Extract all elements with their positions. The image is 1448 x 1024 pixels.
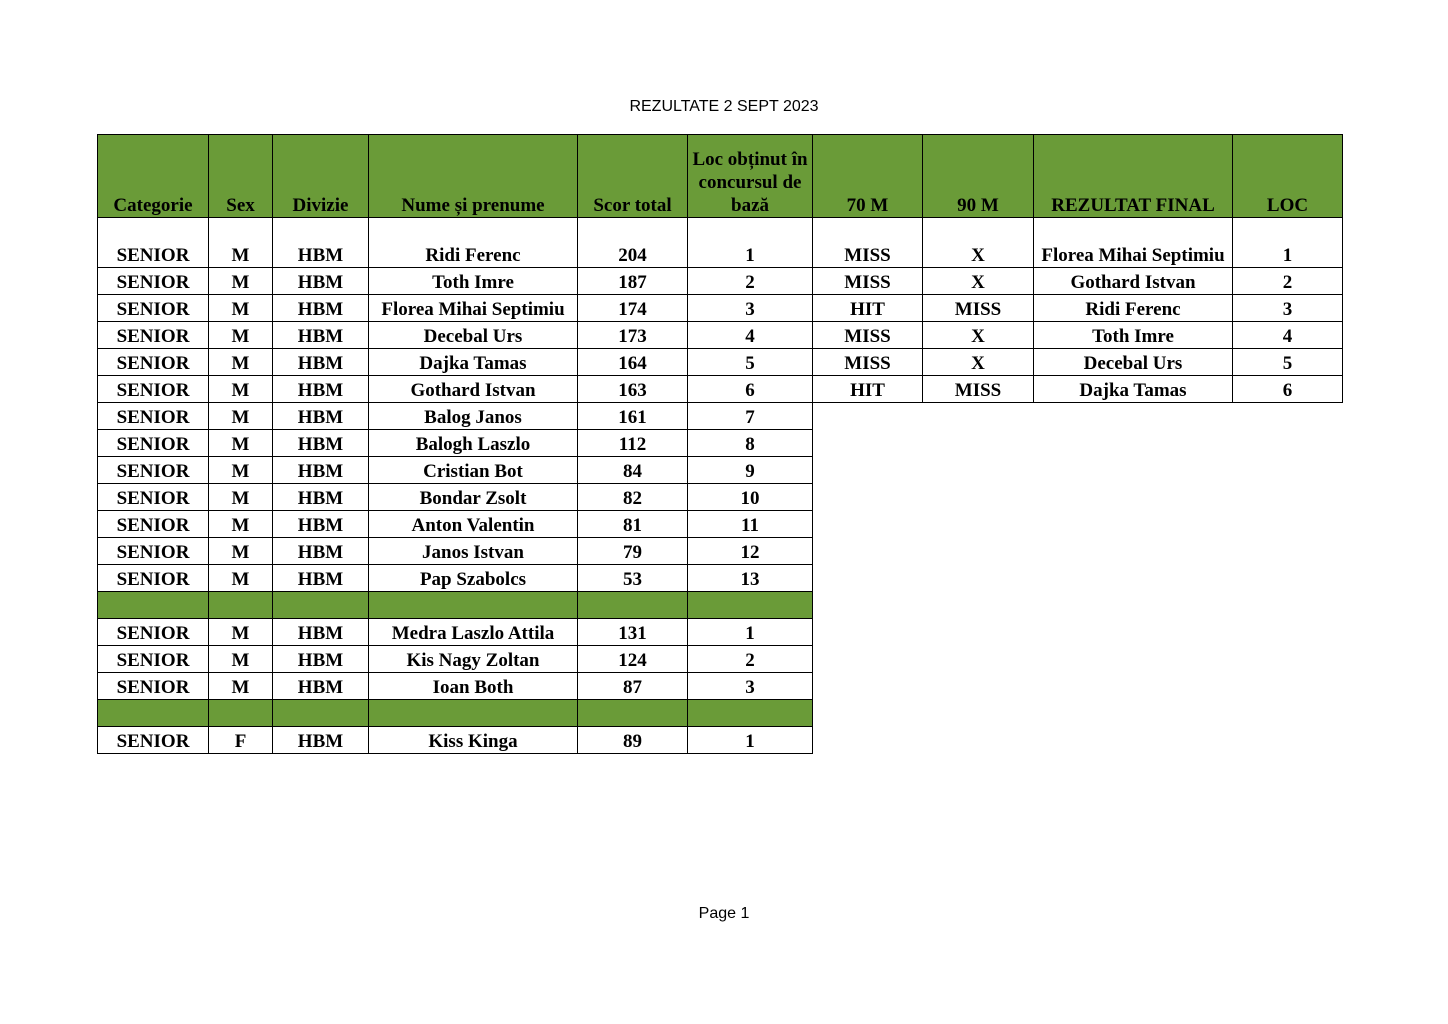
cell-sex: M: [209, 268, 273, 295]
cell-categorie: SENIOR: [98, 268, 209, 295]
table-row: [98, 511, 813, 538]
cell-divizie: HBM: [273, 484, 369, 511]
cell-scor: 164: [578, 349, 688, 376]
cell-loc: 7: [688, 403, 813, 430]
results-header-row: [98, 135, 813, 218]
cell-categorie: SENIOR: [98, 430, 209, 457]
cell-sex: M: [209, 484, 273, 511]
final-header-row: [813, 135, 1343, 218]
cell-divizie: HBM: [273, 673, 369, 700]
cell-90m: X: [923, 218, 1034, 268]
header-sex: Sex: [209, 135, 273, 218]
cell-rezultat-final: Toth Imre: [1034, 322, 1233, 349]
cell-90m: MISS: [923, 376, 1034, 403]
cell-loc: 6: [1233, 376, 1343, 403]
cell-nume: Ioan Both: [369, 673, 578, 700]
table-row: [98, 565, 813, 592]
cell-loc: 1: [688, 218, 813, 268]
separator-row: [98, 592, 813, 619]
header-rezultat-final: REZULTAT FINAL: [1034, 135, 1233, 218]
cell-70m: MISS: [813, 268, 923, 295]
cell-sex: F: [209, 727, 273, 754]
cell-divizie: HBM: [273, 403, 369, 430]
cell-loc: 9: [688, 457, 813, 484]
cell-sex: M: [209, 376, 273, 403]
cell-nume: Ridi Ferenc: [369, 218, 578, 268]
cell-nume: Kiss Kinga: [369, 727, 578, 754]
cell-nume: Medra Laszlo Attila: [369, 619, 578, 646]
cell-categorie: SENIOR: [98, 218, 209, 268]
cell-scor: 112: [578, 430, 688, 457]
cell-categorie: SENIOR: [98, 295, 209, 322]
header-loc-obtinut: Loc obținut în concursul de bază: [688, 135, 813, 218]
cell-scor: 204: [578, 218, 688, 268]
cell-loc: 1: [1233, 218, 1343, 268]
cell-sex: M: [209, 430, 273, 457]
cell-scor: 163: [578, 376, 688, 403]
cell-divizie: HBM: [273, 538, 369, 565]
cell-divizie: HBM: [273, 376, 369, 403]
cell-90m: X: [923, 349, 1034, 376]
cell-loc: 8: [688, 430, 813, 457]
cell-loc: 10: [688, 484, 813, 511]
cell-sex: M: [209, 322, 273, 349]
cell-70m: MISS: [813, 349, 923, 376]
cell-nume: Balog Janos: [369, 403, 578, 430]
cell-loc: 12: [688, 538, 813, 565]
cell-sex: M: [209, 218, 273, 268]
cell-nume: Florea Mihai Septimiu: [369, 295, 578, 322]
cell-divizie: HBM: [273, 322, 369, 349]
cell-categorie: SENIOR: [98, 349, 209, 376]
cell-scor: 131: [578, 619, 688, 646]
cell-90m: X: [923, 268, 1034, 295]
table-row: [98, 619, 813, 646]
cell-categorie: SENIOR: [98, 646, 209, 673]
table-row: [98, 349, 813, 376]
cell-categorie: SENIOR: [98, 673, 209, 700]
cell-loc: 1: [688, 727, 813, 754]
cell-categorie: SENIOR: [98, 538, 209, 565]
cell-nume: Pap Szabolcs: [369, 565, 578, 592]
header-scor-total: Scor total: [578, 135, 688, 218]
cell-rezultat-final: Dajka Tamas: [1034, 376, 1233, 403]
table-row: [813, 376, 1343, 403]
cell-rezultat-final: Decebal Urs: [1034, 349, 1233, 376]
header-90m: 90 M: [923, 135, 1034, 218]
cell-divizie: HBM: [273, 565, 369, 592]
cell-loc: 13: [688, 565, 813, 592]
cell-sex: M: [209, 673, 273, 700]
table-row: [98, 322, 813, 349]
cell-scor: 173: [578, 322, 688, 349]
cell-categorie: SENIOR: [98, 565, 209, 592]
cell-70m: MISS: [813, 322, 923, 349]
cell-70m: HIT: [813, 376, 923, 403]
cell-scor: 187: [578, 268, 688, 295]
cell-categorie: SENIOR: [98, 484, 209, 511]
cell-loc: 6: [688, 376, 813, 403]
cell-categorie: SENIOR: [98, 457, 209, 484]
cell-categorie: SENIOR: [98, 511, 209, 538]
cell-sex: M: [209, 403, 273, 430]
table-row: [98, 376, 813, 403]
cell-loc: 5: [1233, 349, 1343, 376]
cell-scor: 174: [578, 295, 688, 322]
table-row: [813, 268, 1343, 295]
cell-scor: 82: [578, 484, 688, 511]
cell-sex: M: [209, 295, 273, 322]
cell-loc: 3: [688, 673, 813, 700]
cell-divizie: HBM: [273, 268, 369, 295]
cell-nume: Bondar Zsolt: [369, 484, 578, 511]
results-table: [97, 134, 813, 754]
cell-loc: 5: [688, 349, 813, 376]
table-row: [98, 538, 813, 565]
header-categorie: Categorie: [98, 135, 209, 218]
table-row: [813, 349, 1343, 376]
cell-loc: 1: [688, 619, 813, 646]
cell-nume: Kis Nagy Zoltan: [369, 646, 578, 673]
cell-loc: 2: [688, 268, 813, 295]
cell-categorie: SENIOR: [98, 727, 209, 754]
cell-scor: 79: [578, 538, 688, 565]
header-loc: LOC: [1233, 135, 1343, 218]
header-divizie: Divizie: [273, 135, 369, 218]
cell-scor: 53: [578, 565, 688, 592]
cell-divizie: HBM: [273, 295, 369, 322]
cell-loc: 4: [688, 322, 813, 349]
cell-divizie: HBM: [273, 218, 369, 268]
cell-rezultat-final: Florea Mihai Septimiu: [1034, 218, 1233, 268]
cell-loc: 11: [688, 511, 813, 538]
cell-categorie: SENIOR: [98, 322, 209, 349]
table-row: [813, 218, 1343, 268]
cell-categorie: SENIOR: [98, 619, 209, 646]
cell-nume: Janos Istvan: [369, 538, 578, 565]
cell-nume: Cristian Bot: [369, 457, 578, 484]
cell-90m: X: [923, 322, 1034, 349]
cell-70m: MISS: [813, 218, 923, 268]
cell-divizie: HBM: [273, 646, 369, 673]
cell-sex: M: [209, 538, 273, 565]
table-row: [98, 484, 813, 511]
table-row: [98, 673, 813, 700]
table-row: [813, 322, 1343, 349]
cell-loc: 4: [1233, 322, 1343, 349]
cell-rezultat-final: Gothard Istvan: [1034, 268, 1233, 295]
cell-scor: 89: [578, 727, 688, 754]
cell-divizie: HBM: [273, 727, 369, 754]
cell-nume: Gothard Istvan: [369, 376, 578, 403]
cell-categorie: SENIOR: [98, 403, 209, 430]
cell-scor: 81: [578, 511, 688, 538]
cell-sex: M: [209, 511, 273, 538]
table-row: [98, 268, 813, 295]
cell-loc: 3: [688, 295, 813, 322]
cell-70m: HIT: [813, 295, 923, 322]
cell-sex: M: [209, 619, 273, 646]
cell-nume: Dajka Tamas: [369, 349, 578, 376]
cell-loc: 2: [1233, 268, 1343, 295]
page-number: Page 1: [698, 905, 750, 922]
cell-divizie: HBM: [273, 430, 369, 457]
cell-scor: 84: [578, 457, 688, 484]
table-row: [98, 727, 813, 754]
table-row: [98, 403, 813, 430]
cell-scor: 124: [578, 646, 688, 673]
table-row: [98, 218, 813, 268]
table-row: [98, 457, 813, 484]
cell-divizie: HBM: [273, 457, 369, 484]
cell-divizie: HBM: [273, 511, 369, 538]
header-70m: 70 M: [813, 135, 923, 218]
cell-sex: M: [209, 349, 273, 376]
cell-nume: Toth Imre: [369, 268, 578, 295]
cell-nume: Decebal Urs: [369, 322, 578, 349]
cell-loc: 2: [688, 646, 813, 673]
cell-loc: 3: [1233, 295, 1343, 322]
cell-divizie: HBM: [273, 619, 369, 646]
cell-divizie: HBM: [273, 349, 369, 376]
table-row: [98, 646, 813, 673]
table-row: [813, 295, 1343, 322]
cell-sex: M: [209, 457, 273, 484]
page-title: REZULTATE 2 SEPT 2023: [629, 98, 819, 115]
cell-categorie: SENIOR: [98, 376, 209, 403]
cell-nume: Balogh Laszlo: [369, 430, 578, 457]
final-results-table: [812, 134, 1343, 403]
cell-nume: Anton Valentin: [369, 511, 578, 538]
header-nume-prenume: Nume și prenume: [369, 135, 578, 218]
cell-sex: M: [209, 565, 273, 592]
cell-90m: MISS: [923, 295, 1034, 322]
cell-scor: 87: [578, 673, 688, 700]
cell-scor: 161: [578, 403, 688, 430]
separator-row: [98, 700, 813, 727]
cell-rezultat-final: Ridi Ferenc: [1034, 295, 1233, 322]
table-row: [98, 430, 813, 457]
table-row: [98, 295, 813, 322]
cell-sex: M: [209, 646, 273, 673]
